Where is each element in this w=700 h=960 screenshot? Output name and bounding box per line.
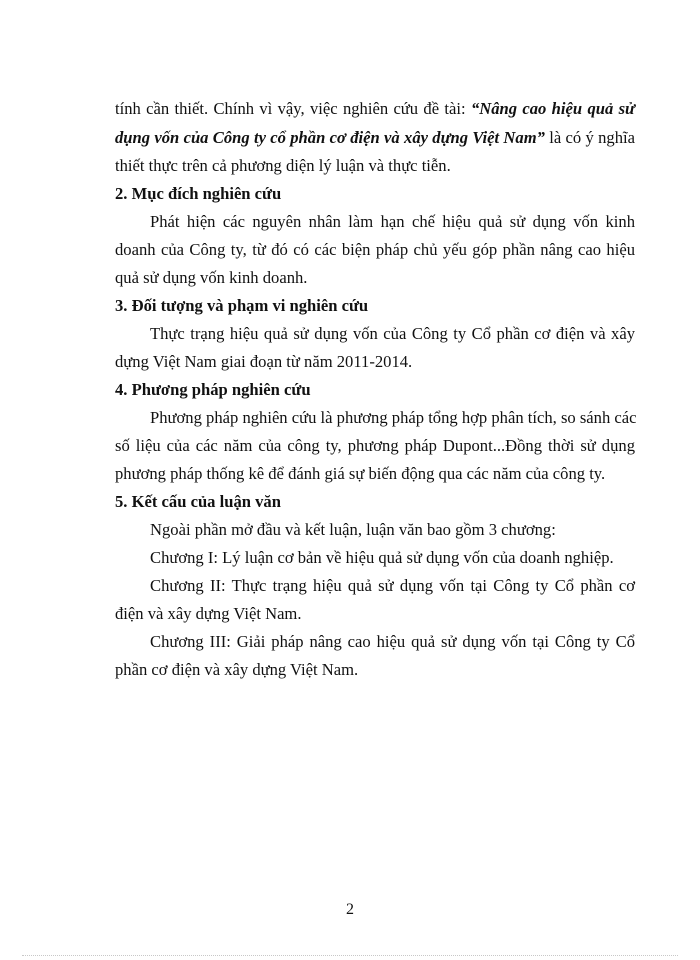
chapter-2-line-1: Chương II: Thực trạng hiệu quả sử dụng vốn tại Công ty Cổ phần cơ bbox=[150, 576, 635, 595]
section-4-line-3: phương pháp thống kê để đánh giá sự biến động qua các năm của công ty. bbox=[115, 464, 606, 483]
section-3-heading: 3. Đối tượng và phạm vi nghiên cứu bbox=[115, 296, 369, 315]
intro-line-2-text: là có ý nghĩa bbox=[544, 128, 635, 147]
page-bottom-divider bbox=[22, 955, 678, 956]
section-2-line-1: Phát hiện các nguyên nhân làm hạn chế hiệu quả sử dụng vốn kinh bbox=[150, 212, 635, 231]
section-4-line-1: Phương pháp nghiên cứu là phương pháp tổng hợp phân tích, so sánh các bbox=[150, 408, 637, 427]
section-3-line-2: dựng Việt Nam giai đoạn từ năm 2011-2014. bbox=[115, 352, 413, 371]
page-number: 2 bbox=[346, 901, 354, 918]
section-2-line-2: doanh của Công ty, từ đó có các biện pháp chủ yếu góp phần nâng cao hiệu bbox=[115, 240, 635, 259]
topic-title-part-1: “Nâng cao hiệu quả sử bbox=[470, 99, 635, 118]
section-2-heading: 2. Mục đích nghiên cứu bbox=[115, 184, 282, 203]
section-5-line-1: Ngoài phần mở đầu và kết luận, luận văn bao gồm 3 chương: bbox=[150, 520, 556, 539]
intro-line-1-text: tính cần thiết. Chính vì vậy, việc nghiên cứu đề tài: bbox=[115, 99, 471, 118]
chapter-2-line-2: điện và xây dựng Việt Nam. bbox=[115, 604, 302, 623]
section-3-line-1: Thực trạng hiệu quả sử dụng vốn của Công ty Cổ phần cơ điện và xây bbox=[150, 324, 635, 343]
topic-title-part-2: dụng vốn của Công ty cổ phần cơ điện và xây dựng Việt Nam” bbox=[115, 128, 545, 147]
chapter-1-line: Chương I: Lý luận cơ bản về hiệu quả sử dụng vốn của doanh nghiệp. bbox=[150, 548, 614, 567]
intro-line-1 bbox=[115, 99, 635, 119]
section-4-heading: 4. Phương pháp nghiên cứu bbox=[115, 380, 311, 399]
section-5-heading: 5. Kết cấu của luận văn bbox=[115, 492, 281, 511]
intro-line-2 bbox=[115, 128, 635, 148]
chapter-3-line-1: Chương III: Giải pháp nâng cao hiệu quả sử dụng vốn tại Công ty Cổ bbox=[150, 632, 635, 651]
section-4-line-2: số liệu của các năm của công ty, phương pháp Dupont...Đồng thời sử dụng bbox=[115, 436, 635, 455]
intro-line-3: thiết thực trên cả phương diện lý luận và thực tiễn. bbox=[115, 156, 451, 175]
section-2-line-3: quả sử dụng vốn kinh doanh. bbox=[115, 268, 308, 287]
chapter-3-line-2: phần cơ điện và xây dựng Việt Nam. bbox=[115, 660, 359, 679]
